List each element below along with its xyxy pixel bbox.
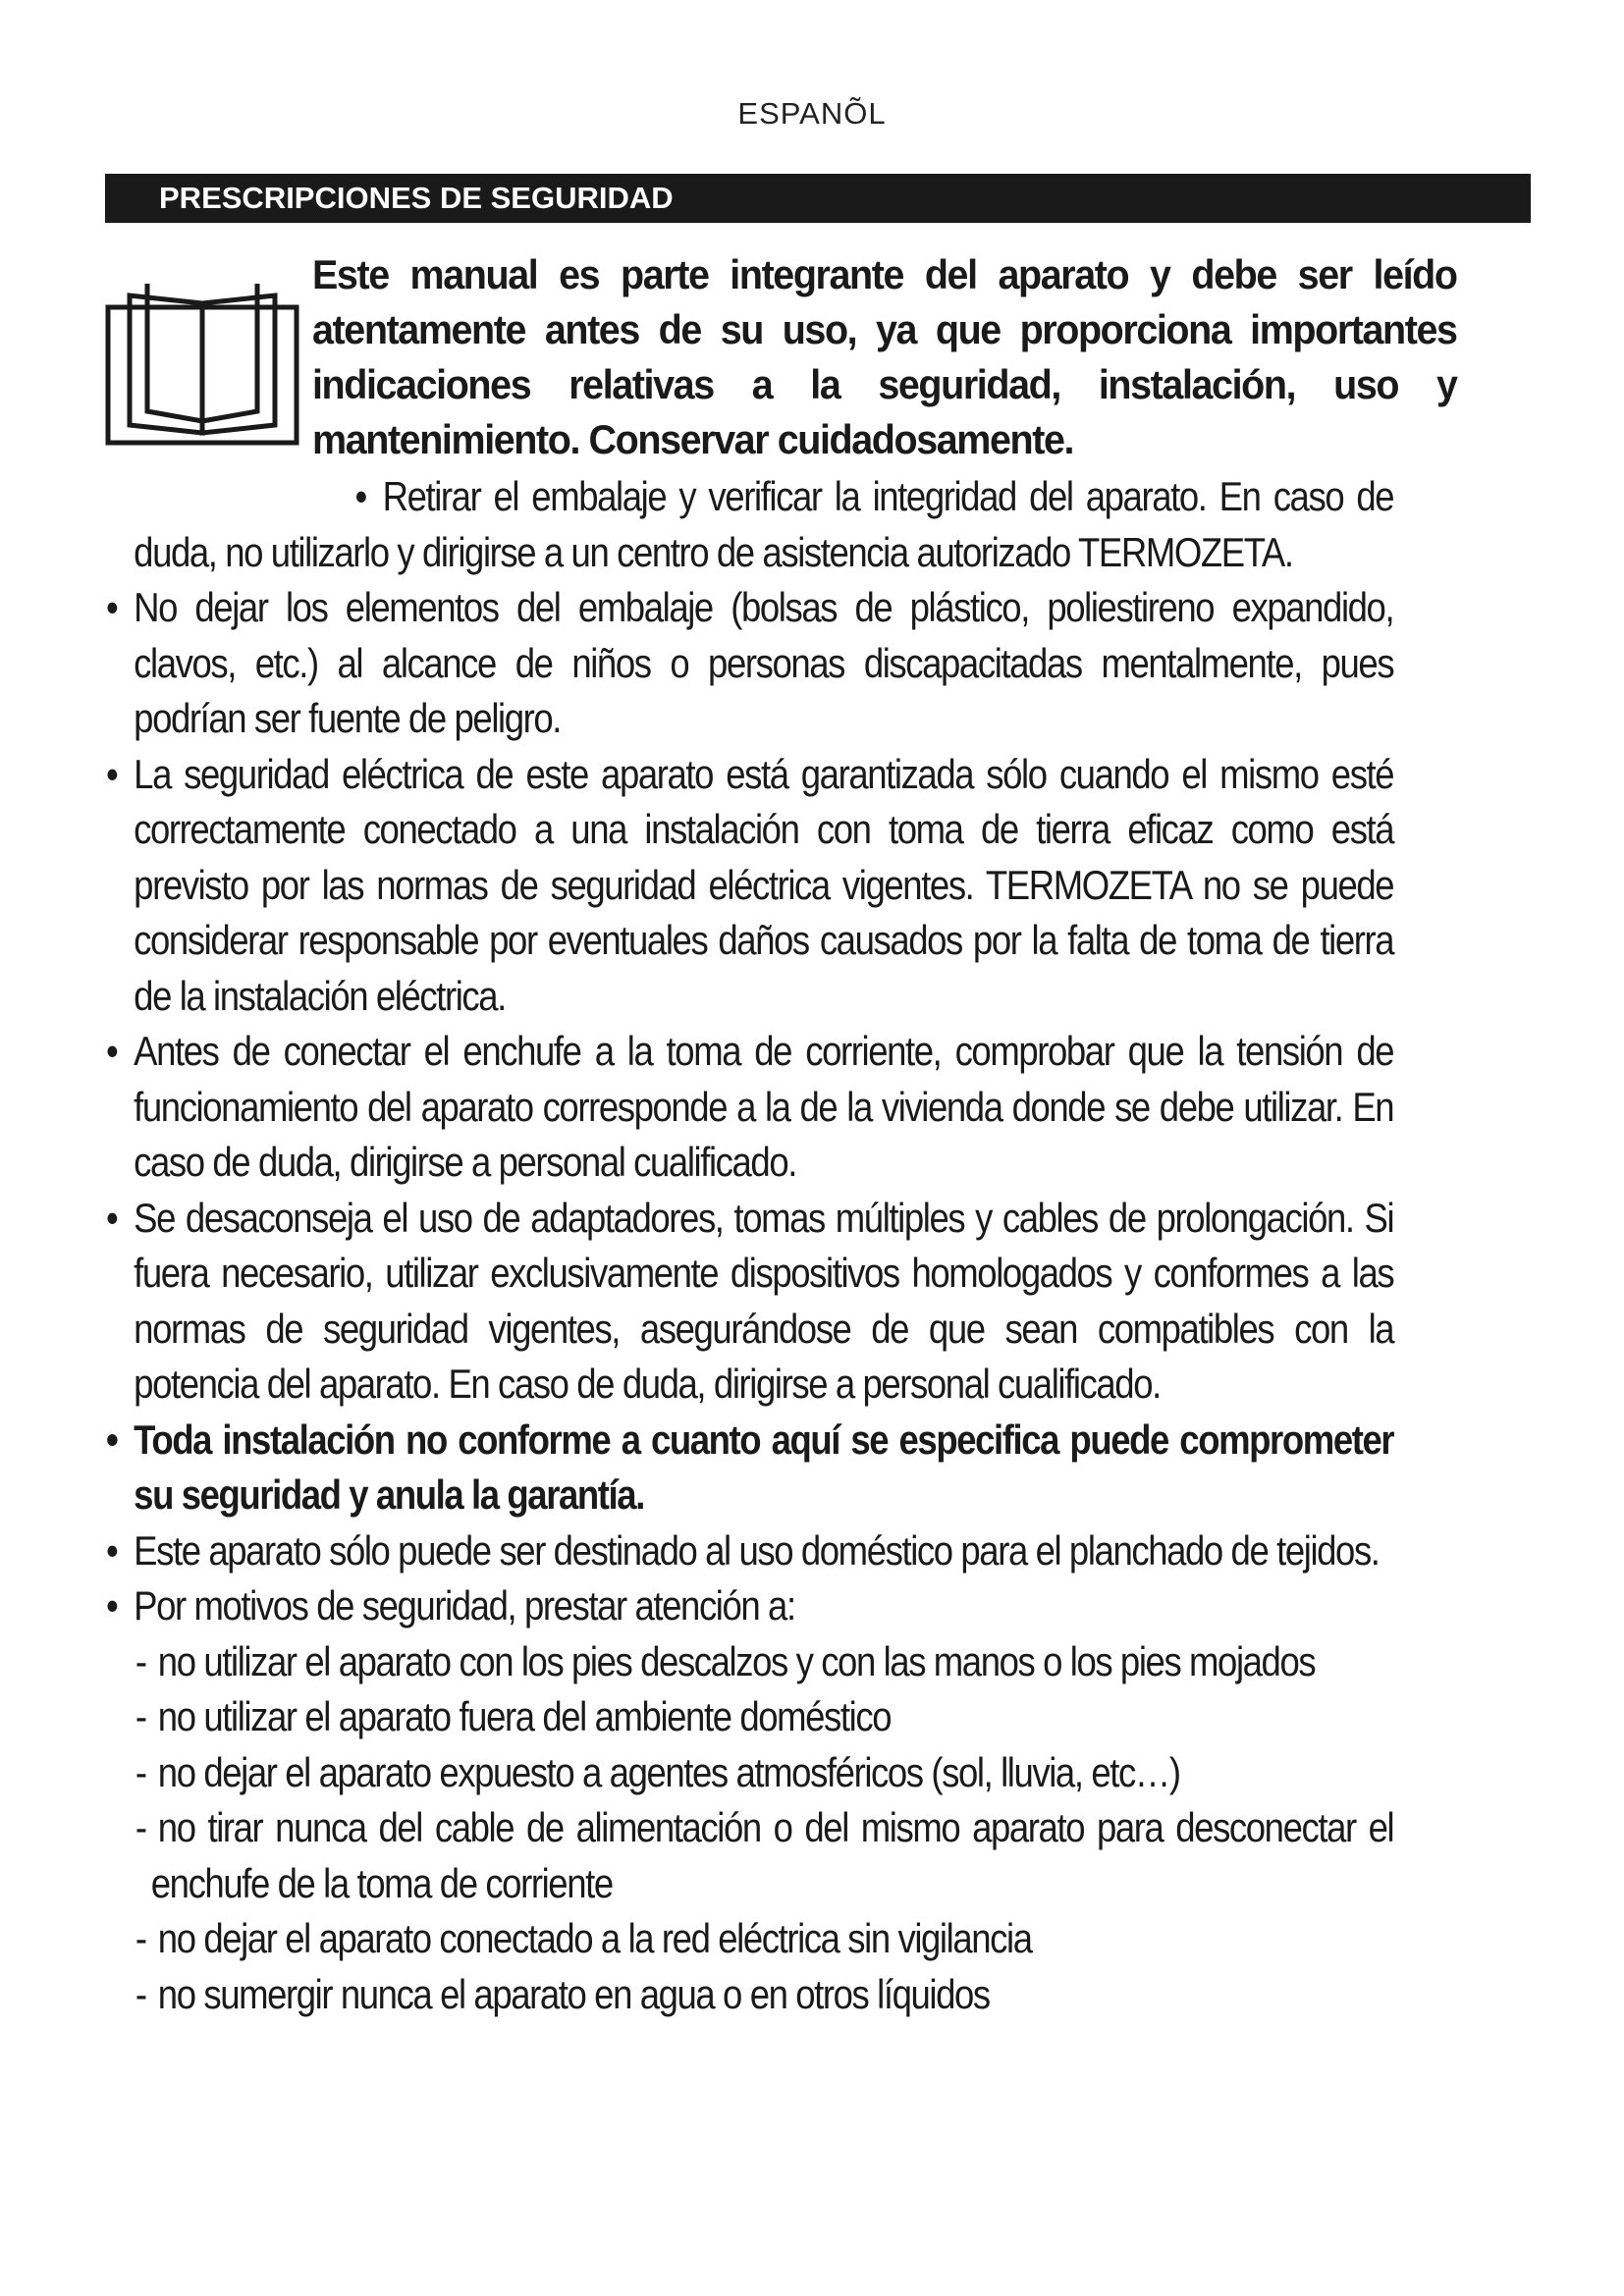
sub-item-text: no dejar el aparato conectado a la red eléctrica sin vigilancia [157,1915,1032,1961]
dash-symbol: - [135,1970,146,2017]
item-text: Antes de conectar el enchufe a la toma de corriente, comprobar que la tensión de funcionamiento del aparato corresponde a la de la vivienda donde se debe utilizar. En caso de duda, dirigirse a personal cualificado. [134,1028,1394,1185]
dash-symbol: - [135,1804,146,1850]
intro-warning: Este manual es parte integrante del aparato y debe ser leído atentamente antes de su uso, ya que proporciona importantes indicaciones relativas a la seguridad, instalación, uso y mantenimiento. Conservar cuidadosamente. [312,251,1457,462]
item-text: Este aparato sólo puede ser destinado al uso doméstico para el planchado de tejidos. [134,1526,1380,1574]
list-item-emphasis [106,1413,1393,1523]
sub-item-text: no dejar el aparato expuesto a agentes atmosféricos (sol, lluvia, etc…) [157,1748,1180,1795]
bullet-symbol: • [106,1415,118,1463]
item-text: No dejar los elementos del embalaje (bolsas de plástico, poliestireno expandido, clavos, etc.) al alcance de niños o personas discapacitadas mentalmente, pues podrían ser fuente de peligro. [134,584,1394,741]
bullet-symbol: • [106,1526,118,1574]
dash-symbol: - [135,1915,146,1961]
sub-item-text: no tirar nunca del cable de alimentación o del mismo aparato para desconectar el enchufe de la toma de corriente [150,1804,1394,1906]
list-item [106,1024,1393,1191]
item-text: Toda instalación no conforme a cuanto aquí se especifica puede comprometer su seguridad y anula la garantía. [134,1415,1394,1518]
bullet-symbol: • [106,1582,118,1629]
item-text: Retirar el embalaje y verificar la integridad del aparato. En caso de duda, no utilizarlo y dirigirse a un centro de asistencia autorizado TERMOZETA. [134,473,1394,575]
list-item [106,747,1393,1025]
section-title-bar [105,174,1531,223]
item-text: La seguridad eléctrica de este aparato está garantizada sólo cuando el mismo esté correctamente conectado a una instalación con toma de tierra eficaz como está previsto por las normas de seguridad eléctrica vigentes. TERMOZETA no se puede considerar responsable por eventuales daños causados por la falta de toma de tierra de la instalación eléctrica. [134,750,1394,1019]
list-item [106,1523,1393,1579]
item-text: Se desaconseja el uso de adaptadores, tomas múltiples y cables de prolongación. Si fuera necesario, utilizar exclusivamente dispositivos homologados y conformes a las normas de seguridad vigentes, asegurándose de que sean compatibles con la potencia del aparato. En caso de duda, dirigirse a personal cualificado. [134,1194,1394,1407]
language-label: ESPANÕL [737,96,887,131]
sub-item-text: no utilizar el aparato con los pies descalzos y con las manos o los pies mojados [157,1637,1316,1684]
bullet-symbol: • [106,584,118,630]
sub-item-text: no sumergir nunca el aparato en agua o en otros líquidos [157,1970,990,2017]
item-text: Por motivos de seguridad, prestar atención a: [134,1582,795,1629]
dash-symbol: - [135,1693,146,1739]
sub-list-item [106,1911,1393,1967]
list-item [106,580,1393,747]
bullet-symbol: • [106,1194,118,1241]
section-title: PRESCRIPCIONES DE SEGURIDAD [159,181,674,215]
sub-list-item [106,1634,1393,1690]
sub-list-item [106,1745,1393,1801]
list-item [106,1191,1393,1413]
bullet-symbol: • [354,473,366,519]
safety-instructions [106,469,1393,2022]
list-item [106,1578,1393,1634]
dash-symbol: - [135,1748,146,1795]
sub-item-text: no utilizar el aparato fuera del ambiente doméstico [157,1693,892,1739]
dash-symbol: - [135,1637,146,1684]
bullet-symbol: • [106,1028,118,1074]
sub-list-item [106,1689,1393,1745]
bullet-symbol: • [106,750,118,797]
open-book-icon [104,278,300,447]
sub-list-item [106,1967,1393,2023]
sub-list-item [106,1800,1393,1911]
list-item [106,469,1393,580]
